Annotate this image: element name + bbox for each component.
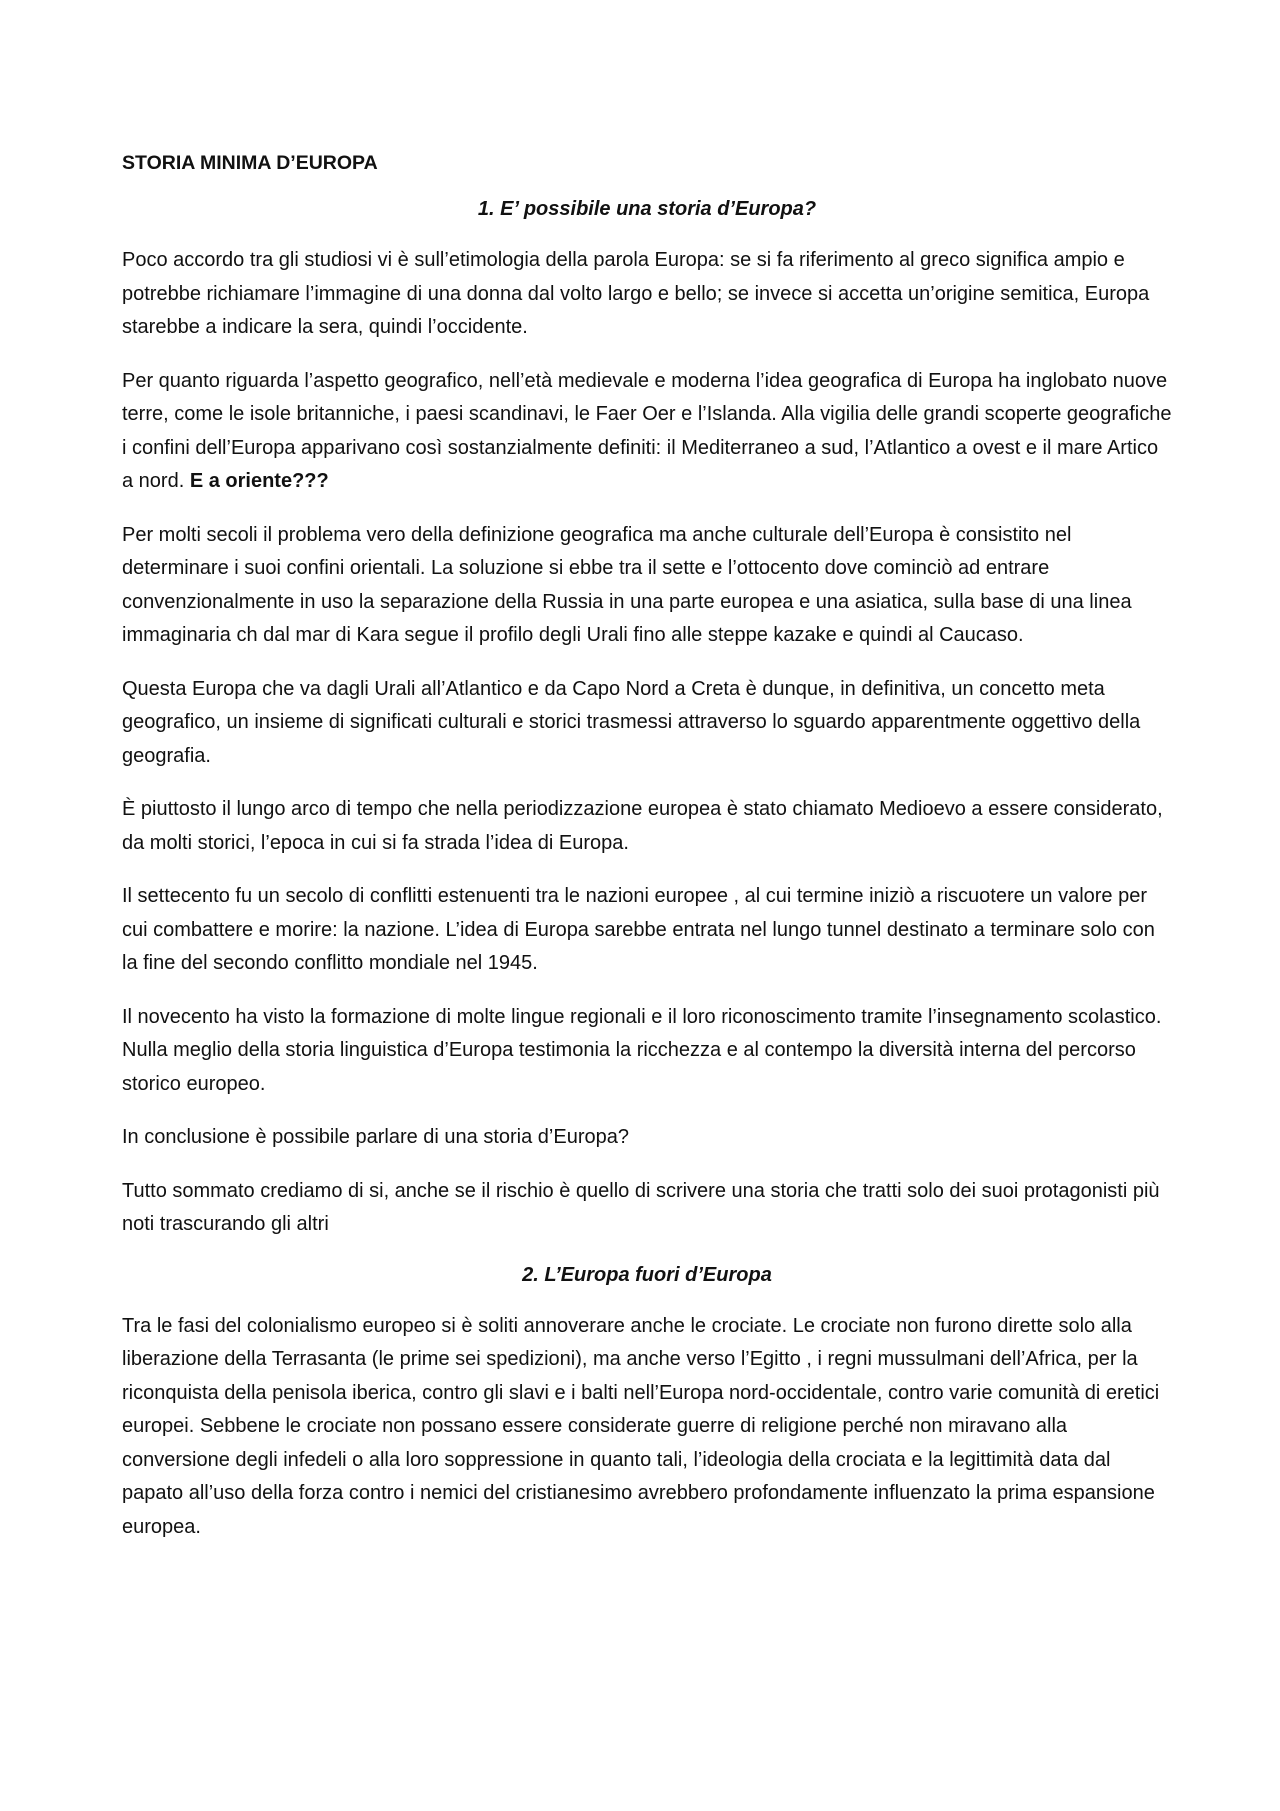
paragraph-geography (122, 365, 1172, 499)
document-title: STORIA MINIMA D’EUROPA (122, 152, 378, 174)
paragraph-etymology: Poco accordo tra gli studiosi vi è sull’etimologia della parola Europa: se si fa riferimento al greco significa ampio e potrebbe richiamare l’immagine di una donna dal volto largo e bello; se invece si accetta un’origine semitica, Europa starebbe a indicare la sera, quindi l’occidente. (122, 249, 1150, 338)
emphasis-east-question: E a oriente??? (189, 470, 329, 492)
paragraph-meta-geography: Questa Europa che va dagli Urali all’Atlantico e da Capo Nord a Creta è dunque, in definitiva, un concetto meta geografico, un insieme di significati culturali e storici trasmessi attraverso lo sguardo apparentmente oggettivo della geografia. (122, 677, 1141, 767)
paragraph-conclusion-answer: Tutto sommato crediamo di si, anche se il rischio è quello di scrivere una storia che tratti solo dei suoi protagonisti più noti trascurando gli altri (122, 1179, 1160, 1235)
paragraph-twentieth-century: Il novecento ha visto la formazione di molte lingue regionali e il loro riconoscimento tramite l’insegnamento scolastico. Nulla meglio della storia linguistica d’Europa testimonia la ricchezza e al contempo la diversità interna del percorso storico europeo. (122, 1005, 1162, 1095)
paragraph-eighteenth-century: Il settecento fu un secolo di conflitti estenuenti tra le nazioni europee , al cui termine iniziò a riscuotere un valore per cui combattere e morire: la nazione. L’idea di Europa sarebbe entrata nel lungo tunnel destinato a terminare solo con la fine del secondo conflitto mondiale nel 1945. (122, 885, 1155, 974)
paragraph-eastern-borders: Per molti secoli il problema vero della definizione geografica ma anche culturale dell’Europa è consistito nel determinare i suoi confini orientali. La soluzione si ebbe tra il sette e l’ottocento dove cominciò ad entrare convenzionalmente in uso la separazione della Russia in una parte europea e una asiatica, sulla base di una linea immaginaria ch dal mar di Kara segue il profilo degli Urali fino alle steppe kazake e quindi al Caucaso. (122, 523, 1132, 646)
document-page (122, 150, 1172, 1564)
section-heading-2: 2. L’Europa fuori d’Europa (522, 1263, 772, 1286)
section-heading-1: 1. E’ possibile una storia d’Europa? (477, 198, 817, 220)
paragraph-crusades: Tra le fasi del colonialismo europeo si è soliti annoverare anche le crociate. Le crociate non furono dirette solo alla liberazione della Terrasanta (le prime sei spedizioni), ma anche verso l’Egitto , i regni mussulmani dell’Africa, per la riconquista della penisola iberica, contro gli slavi e i balti nell’Europa nord-occidentale, contro varie comunità di eretici europei. Sebbene le crociate non possano essere considerate guerre di religione perché non miravano alla conversione degli infedeli o alla loro soppressione in quanto tali, l’ideologia della crociata e la legittimità data dal papato all’uso della forza contro i nemici del cristianesimo avrebbero profondamente influenzato la prima espansione europea. (122, 1314, 1160, 1538)
paragraph-middle-ages: È piuttosto il lungo arco di tempo che nella periodizzazione europea è stato chiamato Medioevo a essere considerato, da molti storici, l’epoca in cui si fa strada l’idea di Europa. (122, 798, 1163, 854)
paragraph-conclusion-question: In conclusione è possibile parlare di una storia d’Europa? (122, 1126, 629, 1148)
paragraph-geography-text: Per quanto riguarda l’aspetto geografico, nell’età medievale e moderna l’idea geografica di Europa ha inglobato nuove terre, come le isole britanniche, i paesi scandinavi, le Faer Oer e l’Islanda. Alla vigilia delle grandi scoperte geografiche i confini dell’Europa apparivano così sostanzialmente definiti: il Mediterraneo a sud, l’Atlantico a ovest e il mare Artico a nord. (122, 369, 1172, 492)
